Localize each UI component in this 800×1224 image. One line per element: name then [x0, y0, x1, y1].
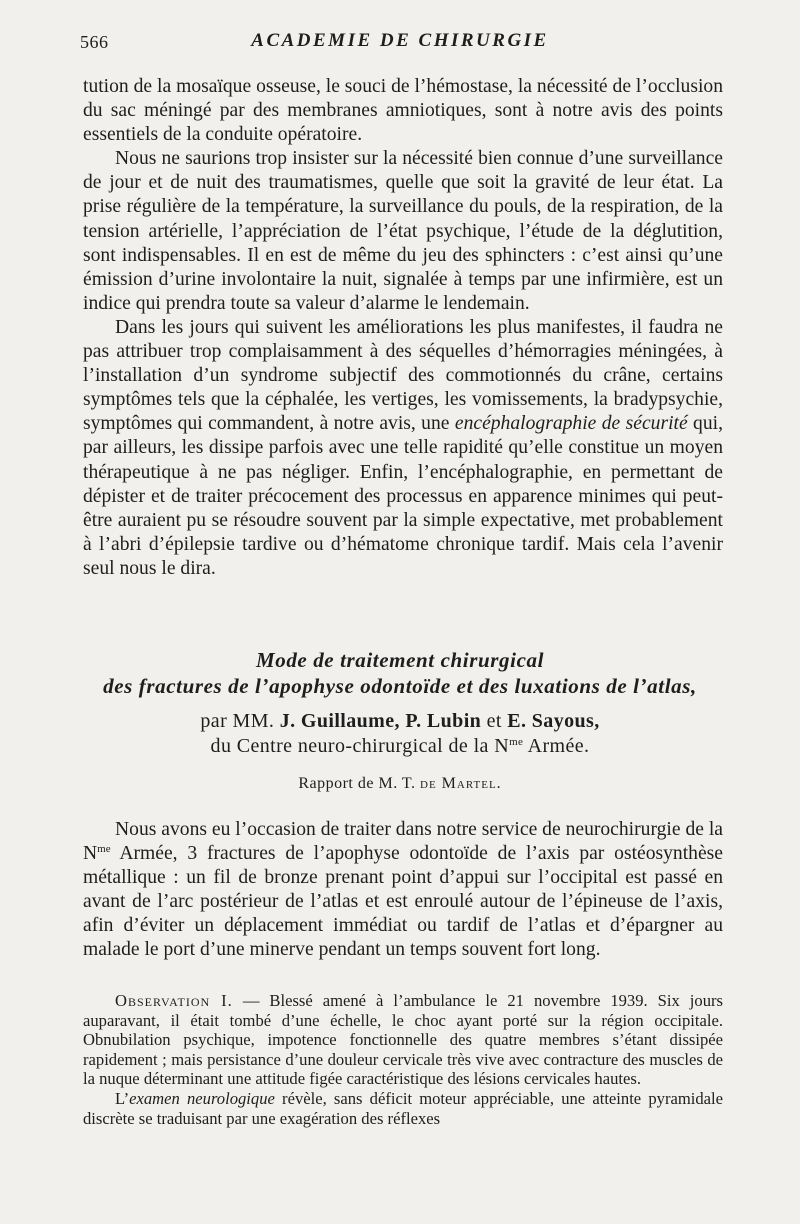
author-sayous: E. Sayous,	[507, 710, 600, 732]
article-title-line-1: Mode de traitement chirurgical	[255, 648, 545, 672]
report-attribution: Rapport de M. T. de Martel.	[298, 775, 502, 792]
paragraph-continuation: tution de la mosaïque osseuse, le souci de l’hémostase, la nécessité de l’occlusion du sac méningé par des membranes amniotiques, sont à notre avis des points essentiels de la conduite opératoire.	[83, 76, 723, 146]
article-body	[83, 818, 723, 963]
paragraph-surveillance: Nous ne saurions trop insister sur la nécessité bien connue d’une surveillance de jour et de nuit des traumatismes, quelle que soit la gravité de leur état. La prise régulière de la température, la surveillance du pouls, de la respiration, de la tension artérielle, l’appréciation de l’état psychique, l’étude de la déglutition, sont indispensables. Il en est de même du jeu des sphincters : c’est ainsi qu’une émission d’urine involontaire la nuit, signalée à temps par une infirmière, est un indice qui prendra toute sa valeur d’alarme le lendemain.	[83, 148, 723, 314]
paragraph-introduction: Nous avons eu l’occasion de traiter dans notre service de neurochirurgie de la $N^{me}$ Armée, 3 fractures de l’apophyse odontoïde de l’axis par ostéosynthèse métallique : un fil de bronze prenant point d’appui sur l’occipital est passé en avant de l’arc postérieur de l’atlas et est enroulé autour de l’épineuse de l’axis, afin d’éviter un déplacement immédiat ou tardif de l’atlas et d’épargner au malade le port d’une minerve pendant un temps souvent fort long.	[83, 819, 723, 961]
paragraph-encephalography: Dans les jours qui suivent les améliorations les plus manifestes, il faudra ne pas attribuer trop complaisamment à des séquelles d’hémorragies méningées, à l’installation d’un syndrome subjectif des commotionnés du crâne, certains symptômes tels que la céphalée, les vertiges, les vomissements, la bradypsychie, symptômes qui commandent, à notre avis, une encéphalographie de sécurité qui, par ailleurs, les dissipe parfois avec une telle rapidité qu’elle constitue un moyen thérapeutique à ne pas négliger. Enfin, l’encéphalographie, en permettant de dépister et de traiter précocement des processus en apparence minimes qui peut-être auraient pu se résoudre souvent par la simple expectative, met probablement à l’abri d’épilepsie tardive ou d’hématome chronique tardif. Mais cela l’avenir seul nous le dira.	[83, 316, 723, 579]
observation-label: Observation I.	[115, 991, 233, 1010]
article-title-line-2: des fractures de l’apophyse odontoïde et des luxations de l’atlas,	[103, 674, 697, 698]
page-header	[0, 30, 800, 60]
emphasis-encephalographie: encéphalographie de sécurité	[454, 413, 688, 435]
page-number: 566	[80, 32, 109, 52]
exam-paragraph: L’examen neurologique révèle, sans déficit moteur appréciable, une atteinte pyramidale discrète se traduisant par une exagération des réflexes	[83, 1088, 723, 1128]
emphasis-examen: examen neurologique	[129, 1088, 275, 1108]
affiliation: du Centre neuro-chirurgical de la $N^{me}$ Armée.	[210, 735, 590, 757]
running-title: ACADEMIE DE CHIRURGIE	[251, 30, 549, 51]
authors: par MM. J. Guillaume, P. Lubin et E. Sayous,	[200, 710, 600, 732]
continued-text	[83, 75, 723, 581]
author-lubin: P. Lubin	[405, 710, 482, 732]
observation-paragraph: Observation I. — Blessé amené à l’ambulance le 21 novembre 1939. Six jours auparavant, il était tombé d’une échelle, le choc ayant porté sur la région occipitale. Obnubilation psychique, impotence fonctionnelle des quatre membres s’étant dissipée rapidement ; mais persistance d’une douleur cervicale très vive avec contracture des muscles de la nuque déterminant une attitude figée caractéristique des lésions cervicales hautes.	[83, 991, 723, 1089]
observation-block	[83, 991, 723, 1128]
author-guillaume: J. Guillaume,	[279, 710, 400, 732]
